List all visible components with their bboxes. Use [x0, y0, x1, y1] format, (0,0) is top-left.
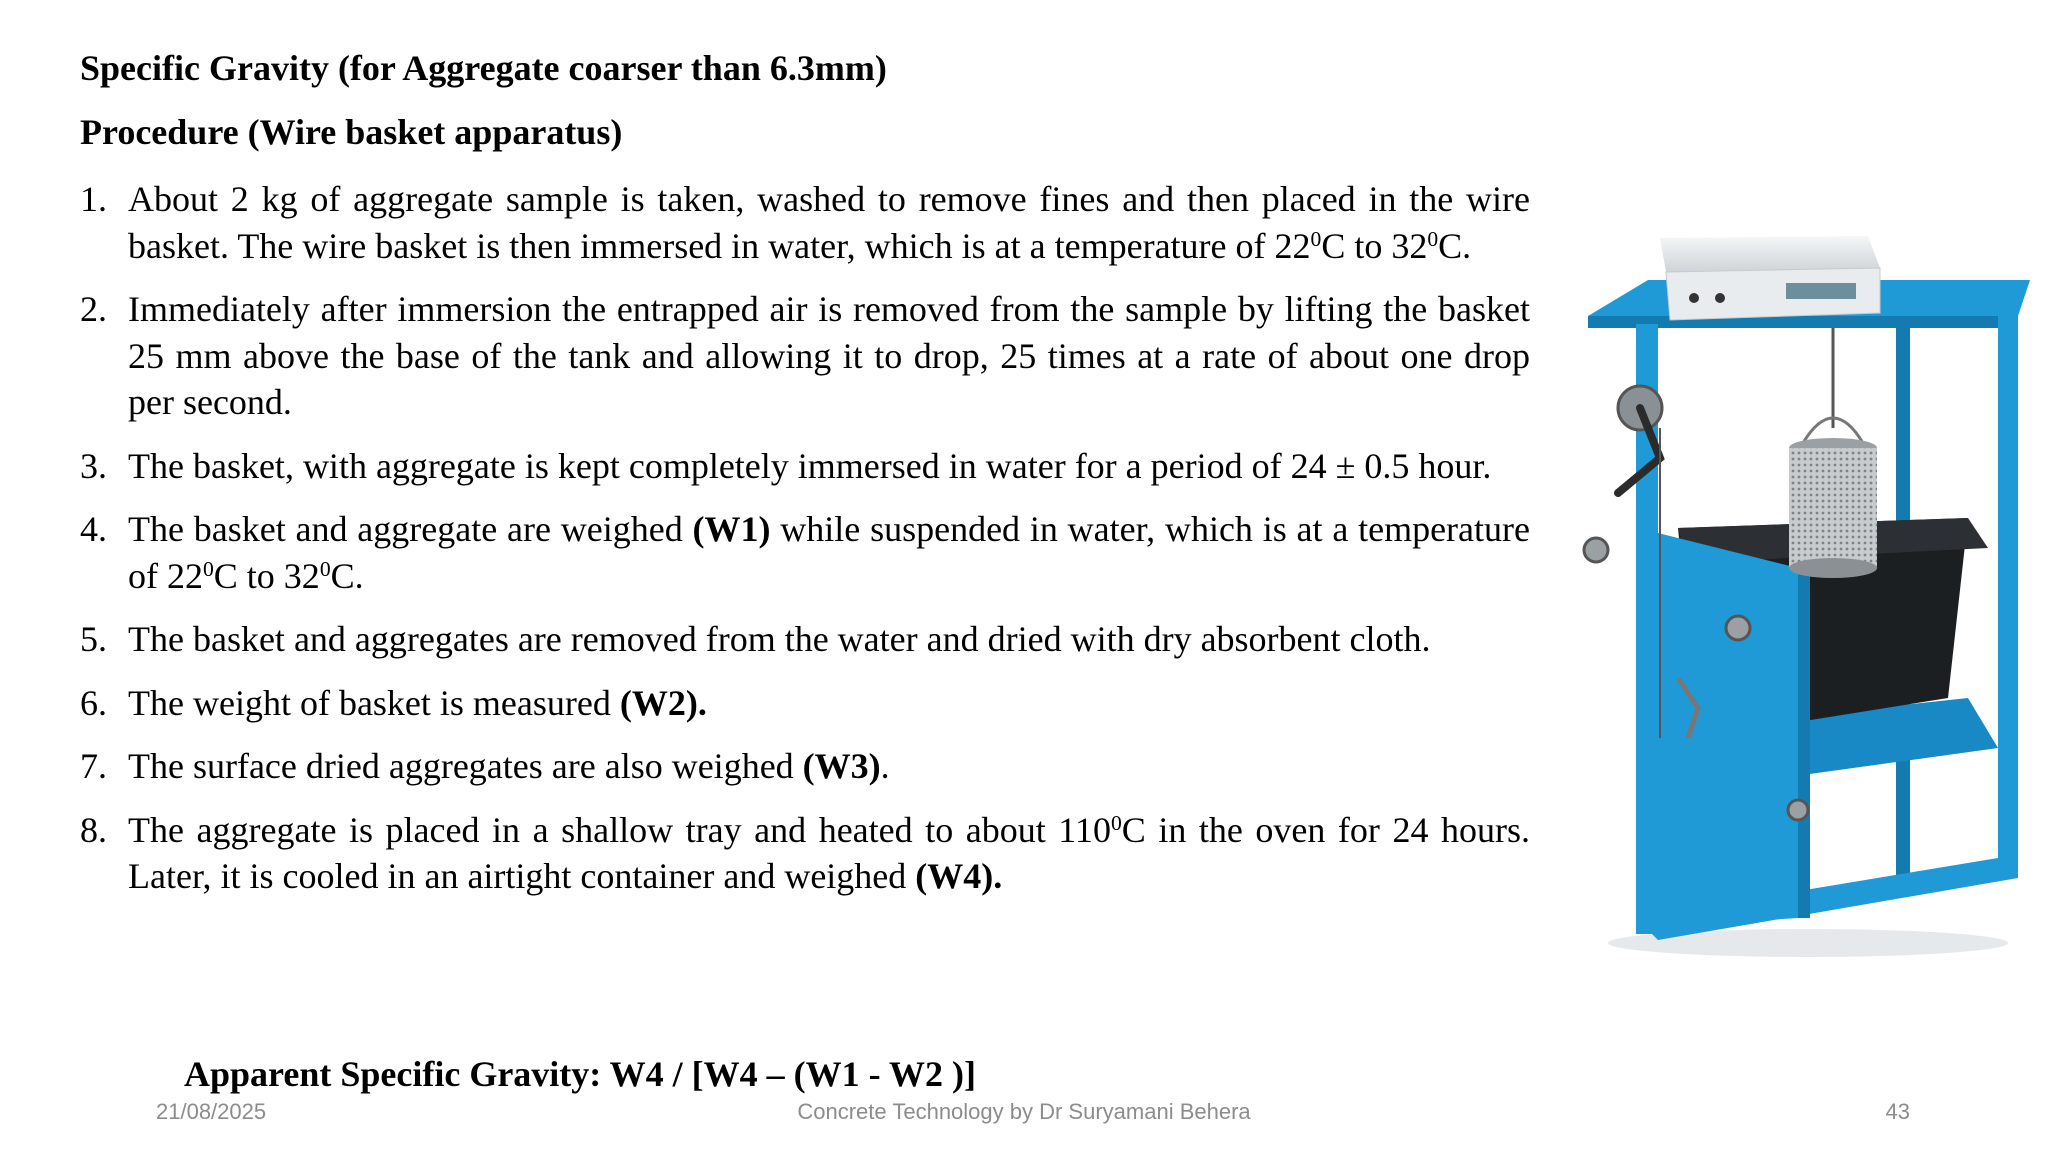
wire-basket	[1789, 448, 1877, 568]
front-panel	[1638, 528, 1798, 928]
weight-symbol: (W3)	[802, 746, 881, 786]
procedure-step	[80, 506, 1530, 599]
degree-superscript: 0	[1310, 226, 1322, 251]
step-text: C.	[1438, 225, 1472, 266]
step-number: 7.	[80, 746, 107, 786]
step-text: About 2 kg of aggregate sample is taken, washed to remove fines and then placed in the wire basket. The wire basket is then immersed in water, which is at a temperature of 22	[128, 179, 1530, 266]
step-text: The weight of basket is measured	[128, 682, 620, 723]
formula: Apparent Specific Gravity: W4 / [W4 – (W1 - W2 )]	[184, 1054, 976, 1094]
weight-symbol: (W1)	[692, 509, 771, 549]
step-text: The basket and aggregate are weighed	[128, 509, 693, 549]
step-text: C to 32	[1321, 225, 1428, 266]
step-text: C in the oven for 24 hours. Later, it is cooled in an airtight container and weighed	[128, 809, 1531, 896]
procedure-step	[80, 443, 1530, 490]
step-number: 5.	[80, 619, 107, 659]
procedure-step	[80, 176, 1530, 269]
procedure-step	[80, 616, 1530, 663]
procedure-step	[80, 807, 1530, 900]
step-number: 3.	[80, 445, 107, 486]
footer-date: 21/08/2025	[156, 1099, 267, 1124]
footer-course-credit: Concrete Technology by Dr Suryamani Behera	[797, 1099, 1251, 1124]
apparatus-image	[1568, 228, 2038, 968]
step-number: 1.	[80, 179, 107, 219]
procedure-step	[80, 680, 1530, 727]
step-text: C to 32	[213, 555, 320, 596]
slide-title: Specific Gravity (for Aggregate coarser than 6.3mm)	[80, 48, 887, 88]
step-text: The surface dried aggregates are also weighed	[128, 746, 803, 786]
step-text: The basket, with aggregate is kept completely immersed in water for a period of 24 ± 0.5 hour.	[128, 445, 1492, 486]
degree-superscript: 0	[1427, 226, 1439, 251]
step-number: 6.	[80, 682, 107, 723]
step-number: 4.	[80, 509, 107, 549]
weighing-scale	[1660, 236, 1880, 272]
step-text: while suspended in water, which is at a temperature of 22	[128, 509, 1530, 596]
step-number: 2.	[80, 289, 107, 329]
step-text: The aggregate is placed in a shallow tray and heated to about 110	[128, 809, 1111, 850]
step-number: 8.	[80, 809, 107, 850]
procedure-heading: Procedure (Wire basket apparatus)	[80, 112, 623, 152]
step-text: The basket and aggregates are removed from the water and dried with dry absorbent cloth.	[128, 619, 1431, 659]
weight-symbol: (W4).	[915, 856, 1003, 896]
step-text: C.	[330, 555, 364, 596]
step-text: .	[880, 746, 890, 786]
degree-superscript: 0	[203, 556, 214, 581]
frame-right-post	[1998, 288, 2018, 878]
degree-superscript: 0	[1110, 810, 1122, 835]
weight-symbol: (W2).	[619, 682, 707, 723]
procedure-steps	[80, 176, 1530, 917]
procedure-step	[80, 286, 1530, 426]
step-text: Immediately after immersion the entrapped air is removed from the sample by lifting the basket 25 mm above the base of the tank and allowing it to drop, 25 times at a rate of about one drop per second.	[128, 289, 1530, 422]
degree-superscript: 0	[319, 556, 331, 581]
page-number: 43	[1885, 1099, 1910, 1124]
procedure-step	[80, 743, 1530, 790]
